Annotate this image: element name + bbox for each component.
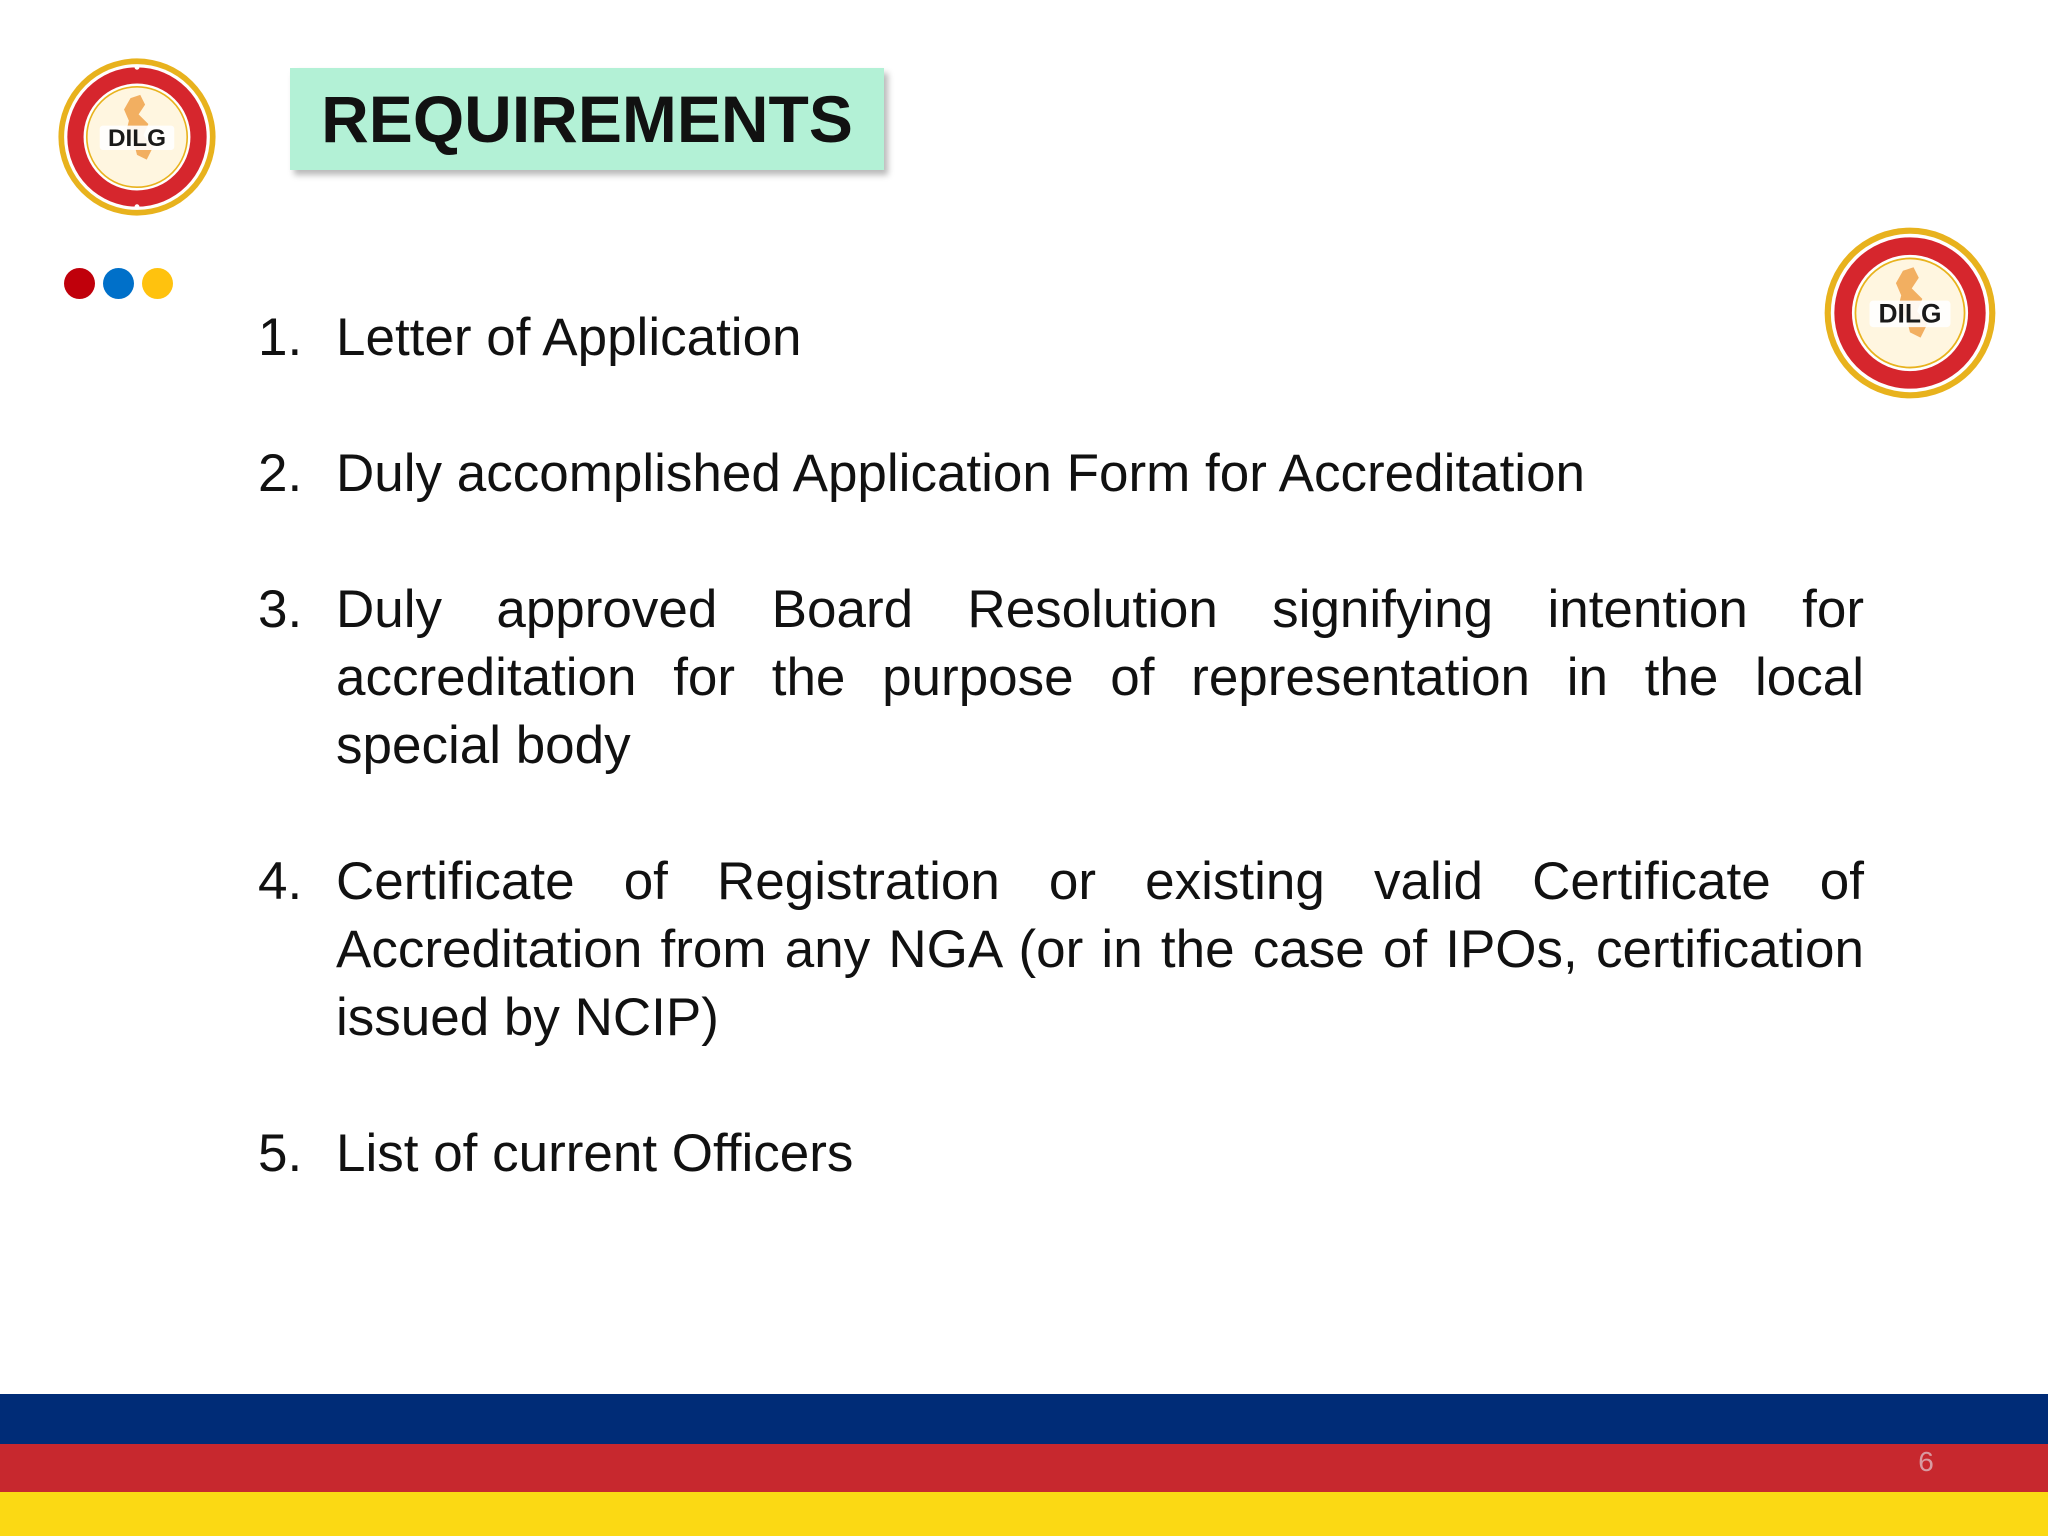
page-number: 6 — [1918, 1446, 1934, 1477]
title-box — [290, 68, 884, 170]
item-number: 5. — [258, 1124, 303, 1183]
dilg-logo-left — [56, 56, 218, 218]
yellow-dot-icon — [142, 268, 173, 299]
footer-band-yellow — [0, 1492, 2048, 1536]
item-text: Duly approved Board Resolution signifying intention for accreditation for the purpose of representation in the local special body — [336, 580, 1864, 775]
footer-band-red — [0, 1444, 2048, 1492]
seal-label: DILG — [1878, 298, 1942, 329]
dilg-seal-icon — [56, 56, 218, 218]
item-number: 4. — [258, 852, 303, 911]
item-text: Duly accomplished Application Form for Accreditation — [336, 444, 1586, 503]
list-item — [258, 1120, 1864, 1188]
requirements-list — [258, 304, 1864, 1256]
item-number: 1. — [258, 308, 303, 367]
footer-band-blue — [0, 1394, 2048, 1444]
item-text: Certificate of Registration or existing valid Certificate of Accreditation from any NGA (or in the case of IPOs, certification issued by NCIP) — [336, 852, 1864, 1047]
decorative-dots — [64, 268, 173, 299]
red-dot-icon — [64, 268, 95, 299]
seal-label: DILG — [107, 124, 167, 152]
item-number: 3. — [258, 580, 303, 639]
list-item — [258, 440, 1864, 508]
item-number: 2. — [258, 444, 303, 503]
list-item — [258, 304, 1864, 372]
list-item — [258, 576, 1864, 780]
blue-dot-icon — [103, 268, 134, 299]
page-title: REQUIREMENTS — [321, 82, 853, 156]
item-text: Letter of Application — [336, 308, 802, 367]
list-item — [258, 848, 1864, 1052]
item-text: List of current Officers — [336, 1124, 854, 1183]
